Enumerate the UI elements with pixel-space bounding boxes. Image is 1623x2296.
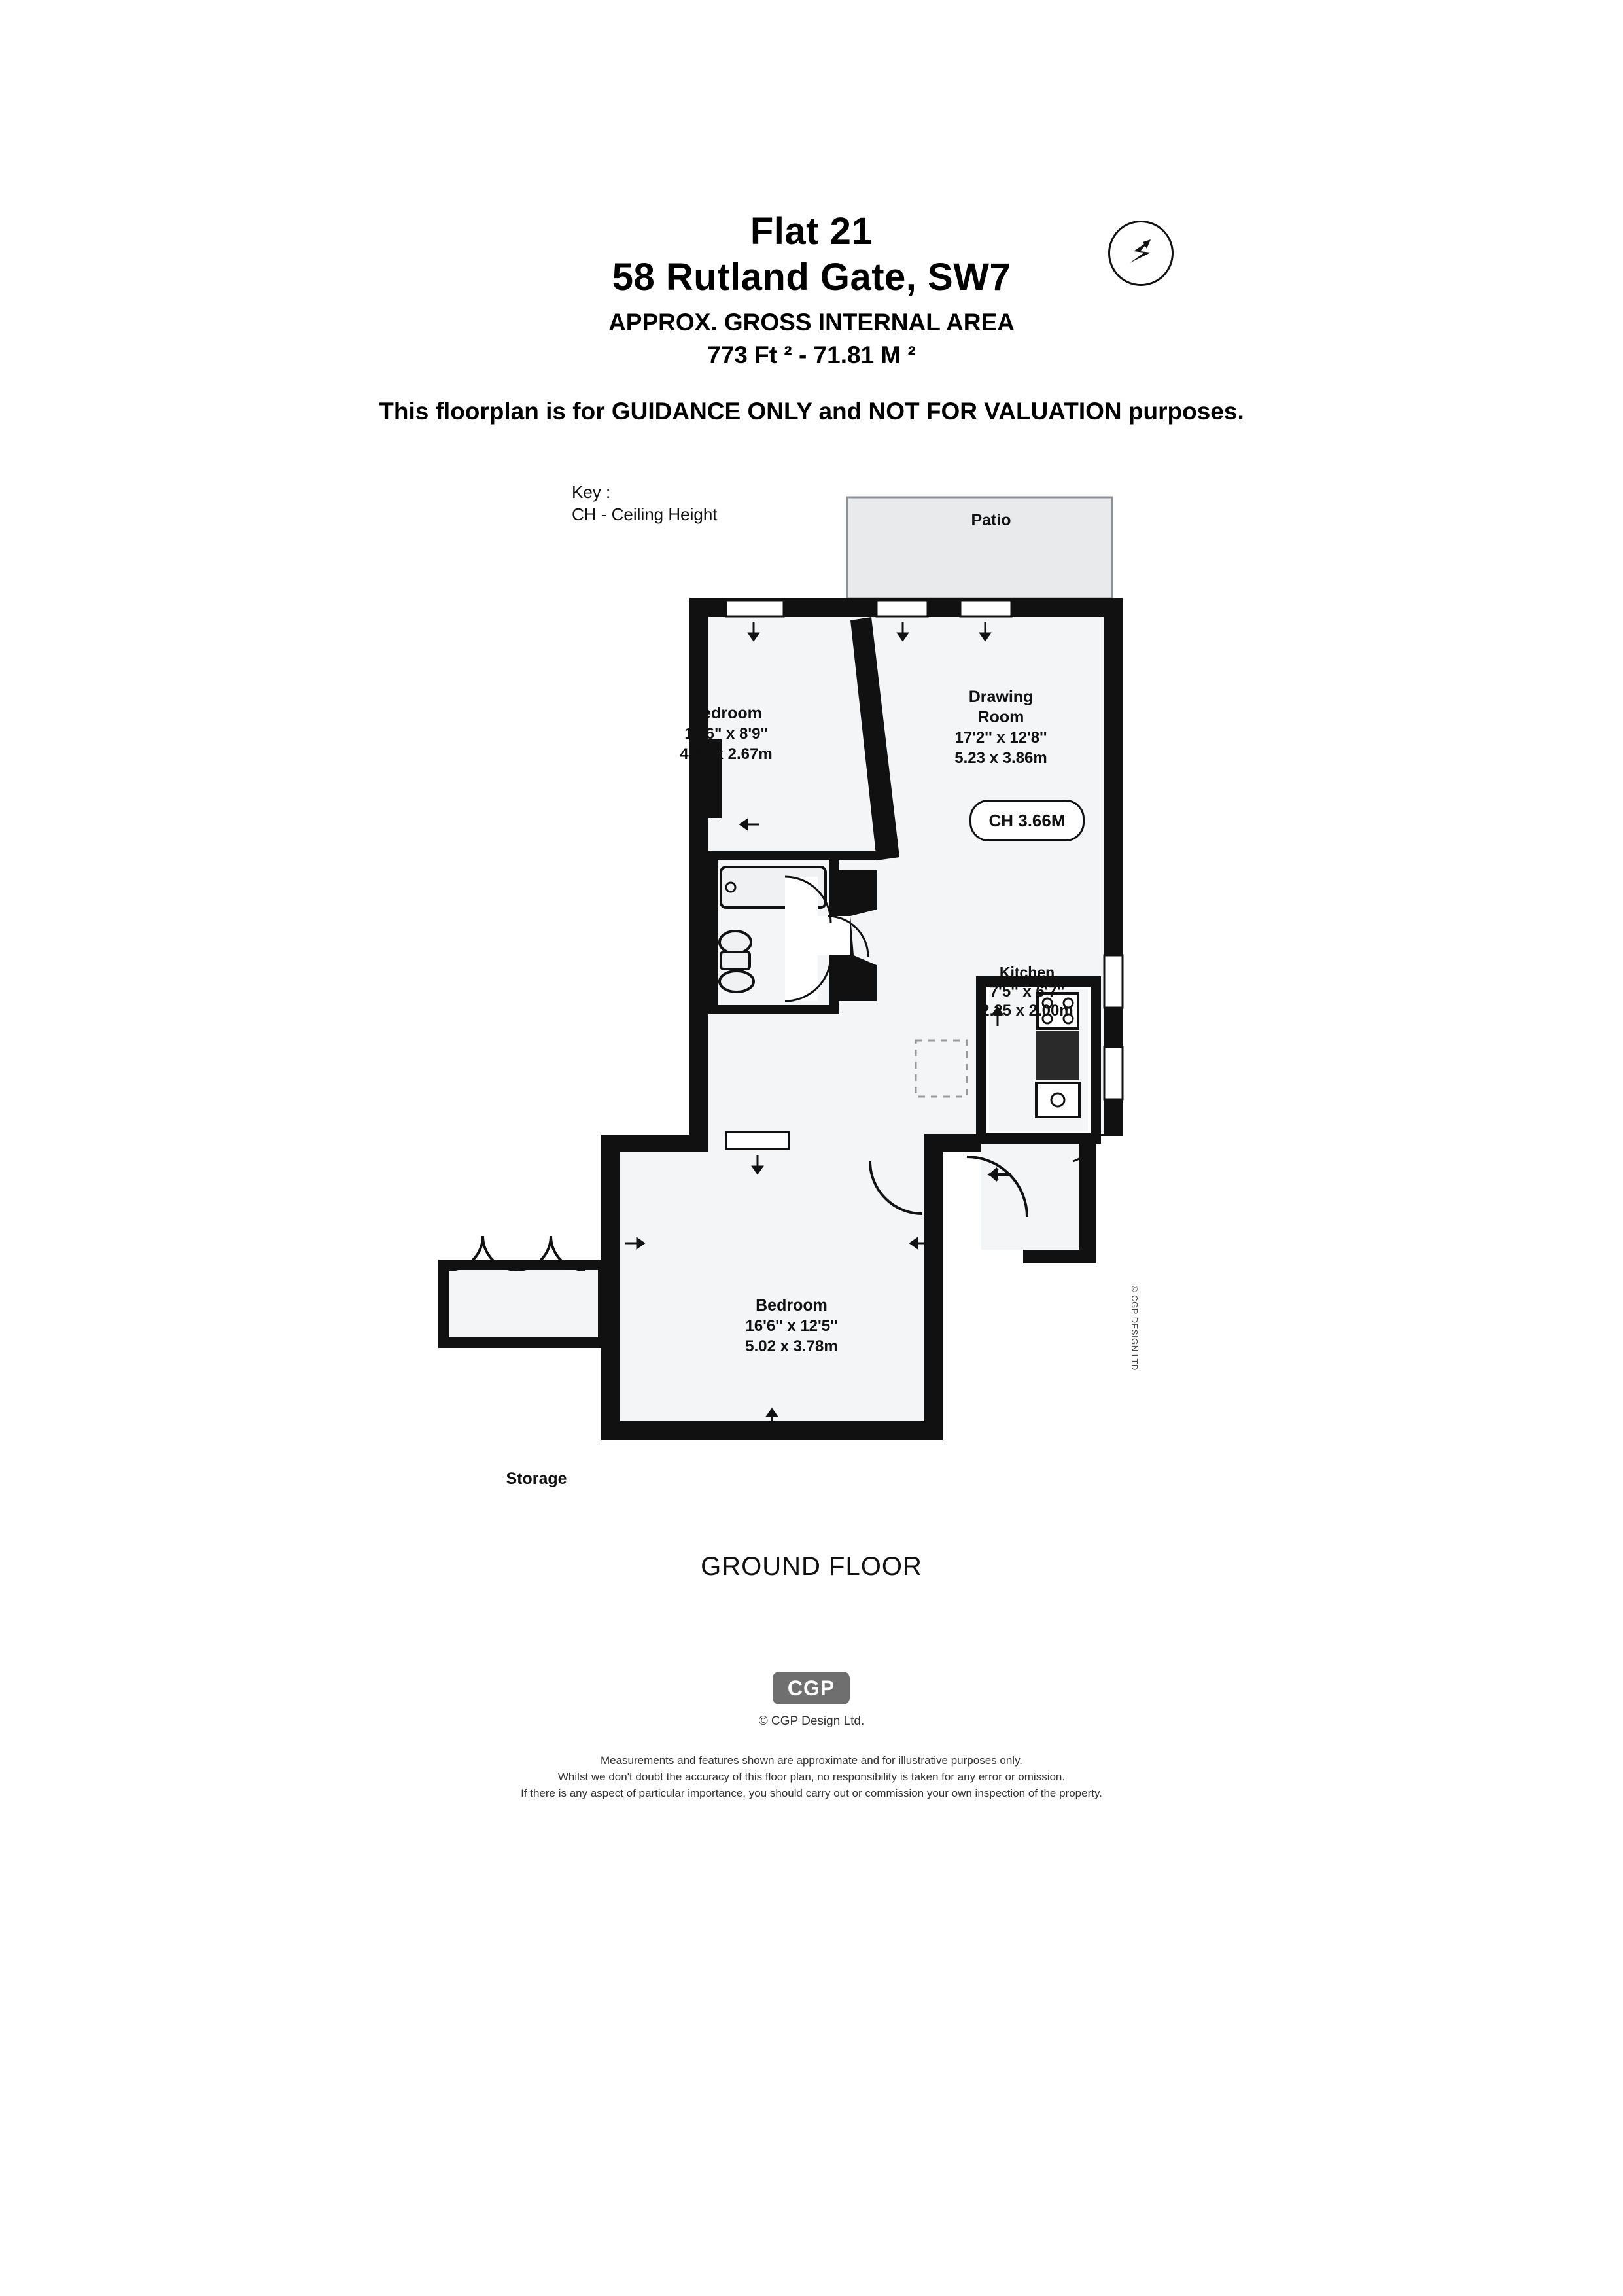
gross-internal-area-label: APPROX. GROSS INTERNAL AREA	[608, 309, 1015, 336]
page-title-line1: Flat 21	[750, 210, 873, 253]
guidance-note: This floorplan is for GUIDANCE ONLY and NOT FOR VALUATION purposes.	[379, 398, 1244, 425]
room-dim-imperial-kitchen: 7'5'' x 6'7''	[989, 983, 1065, 1000]
floor-label: GROUND FLOOR	[701, 1552, 922, 1581]
room-dim-imperial-bedroom-1: 14'6" x 8'9"	[684, 725, 768, 743]
disclaimer-line-3: If there is any aspect of particular importance, you should carry out or commission your own inspection of the property.	[521, 1787, 1102, 1799]
room-label-patio	[913, 510, 1070, 531]
gross-internal-area-value: 773 Ft ² - 71.81 M ²	[707, 342, 916, 368]
ceiling-height-badge: CH 3.66M	[969, 800, 1085, 841]
disclaimer-line-2: Whilst we don't doubt the accuracy of this floor plan, no responsibility is taken for any error or omission.	[557, 1771, 1066, 1783]
room-name-drawing-room-line1: Drawing	[968, 688, 1034, 706]
room-name-kitchen: Kitchen	[999, 964, 1055, 981]
page-title-line2: 58 Rutland Gate, SW7	[612, 256, 1011, 298]
room-dim-metric-bedroom-2: 5.02 x 3.78m	[745, 1337, 838, 1355]
room-label-bedroom-1	[641, 703, 811, 764]
room-dim-metric-bedroom-1: 4.43 x 2.67m	[680, 745, 773, 763]
room-name-bedroom-1: Bedroom	[690, 704, 762, 722]
room-name-bedroom-2: Bedroom	[756, 1296, 828, 1315]
room-dim-imperial-drawing-room: 17'2'' x 12'8''	[954, 729, 1047, 747]
vertical-copyright: © CGP DESIGN LTD	[1130, 1286, 1140, 1371]
room-name-patio: Patio	[971, 511, 1011, 529]
disclaimer-line-1: Measurements and features shown are approximate and for illustrative purposes only.	[600, 1754, 1023, 1767]
north-arrow-icon	[1108, 221, 1174, 286]
room-label-kitchen	[952, 963, 1102, 1020]
room-dim-metric-drawing-room: 5.23 x 3.86m	[954, 749, 1047, 767]
key-ceiling-height: CH - Ceiling Height	[572, 504, 718, 524]
room-label-drawing-room	[913, 687, 1089, 768]
disclaimer	[0, 1752, 1623, 1801]
room-dim-imperial-bedroom-2: 16'6'' x 12'5''	[745, 1317, 838, 1335]
room-name-drawing-room-line2: Room	[977, 708, 1024, 726]
key-title: Key :	[572, 482, 611, 502]
logo-caption: © CGP Design Ltd.	[758, 1714, 865, 1728]
room-dim-metric-kitchen: 2.25 x 2.00m	[981, 1002, 1073, 1019]
room-name-storage: Storage	[506, 1470, 567, 1488]
cgp-logo: CGP	[773, 1672, 850, 1704]
room-label-storage	[458, 1469, 615, 1489]
room-label-bedroom-2	[707, 1296, 877, 1356]
